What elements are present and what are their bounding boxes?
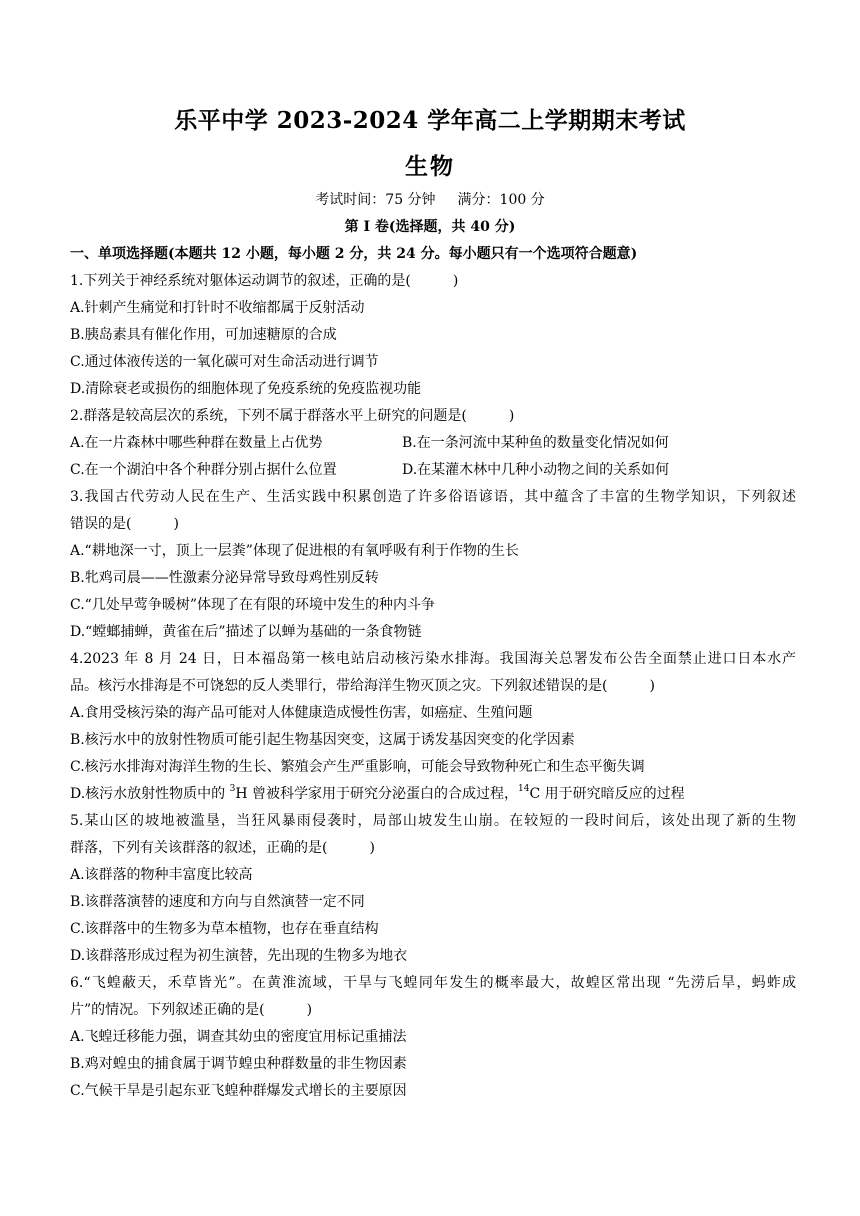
q1-stem: 1.下列关于神经系统对躯体运动调节的叙述，正确的是( ) — [70, 273, 459, 289]
q4-option-c: C.核污水排海对海洋生物的生长、繁殖会产生严重影响，可能会导致物种死亡和生态平衡失调 — [70, 759, 645, 775]
q3-stem-line-2: 错误的是( ) — [70, 516, 179, 532]
q2-option-c: C.在一个湖泊中各个种群分别占据什么位置 — [70, 462, 337, 478]
q5-option-d: D.该群落形成过程为初生演替，先出现的生物多为地衣 — [70, 948, 408, 964]
q1-option-d: D.清除衰老或损伤的细胞体现了免疫系统的免疫监视功能 — [70, 381, 422, 397]
exam-time: 考试时间：75 分钟 — [315, 192, 436, 208]
q1-option-b: B.胰岛素具有催化作用，可加速糖原的合成 — [70, 327, 337, 343]
q4-option-a: A.食用受核污染的海产品可能对人体健康造成慢性伤害，如癌症、生殖问题 — [70, 705, 533, 721]
q3-option-c: C.“几处早莺争暖树”体现了在有限的环境中发生的种内斗争 — [70, 597, 435, 613]
q4-option-d — [70, 781, 796, 808]
q2-option-b: B.在一条河流中某种鱼的数量变化情况如何 — [402, 435, 669, 451]
subject-title: 生物 — [405, 153, 455, 180]
q4-option-d-part-3: C 用于研究暗反应的过程 — [529, 786, 685, 802]
q1-option-c: C.通过体液传送的一氧化碳可对生命活动进行调节 — [70, 354, 379, 370]
q2-option-a: A.在一片森林中哪些种群在数量上占优势 — [70, 435, 323, 451]
question-list — [70, 241, 796, 1105]
part-heading: 一、单项选择题(本题共 12 小题，每小题 2 分，共 24 分。每小题只有一个选项符合题意) — [70, 246, 638, 262]
q5-option-a: A.该群落的物种丰富度比较高 — [70, 867, 253, 883]
full-score: 满分：100 分 — [457, 192, 545, 208]
q4-option-d-part-2: H 曾被科学家用于研究分泌蛋白的合成过程， — [235, 786, 519, 802]
q3-option-d: D.“螳螂捕蝉，黄雀在后”描述了以蝉为基础的一条食物链 — [70, 624, 422, 640]
q5-stem-line-1: 5.某山区的坡地被滥垦，当狂风暴雨侵袭时，局部山坡发生山崩。在较短的一段时间后，该处出现了新的生物 — [70, 813, 796, 829]
q5-option-b: B.该群落演替的速度和方向与自然演替一定不同 — [70, 894, 365, 910]
q5-stem-line-2: 群落，下列有关该群落的叙述，正确的是( ) — [70, 840, 375, 856]
q1-option-a: A.针刺产生痛觉和打针时不收缩都属于反射活动 — [70, 300, 365, 316]
q6-option-c: C.气候干旱是引起东亚飞蝗种群爆发式增长的主要原因 — [70, 1083, 407, 1099]
q4-option-d-part-1: D.核污水放射性物质中的 — [70, 786, 230, 802]
q4-option-d-isotope-h: 3 — [229, 784, 236, 794]
q6-option-b: B.鸡对蝗虫的捕食属于调节蝗虫种群数量的非生物因素 — [70, 1056, 407, 1072]
exam-title: 乐平中学 2023-2024 学年高二上学期期末考试 — [174, 107, 686, 134]
q3-option-a: A.“耕地深一寸，顶上一层粪”体现了促进根的有氧呼吸有利于作物的生长 — [70, 543, 519, 559]
q6-option-a: A.飞蝗迁移能力强，调查其幼虫的密度宜用标记重捕法 — [70, 1029, 407, 1045]
q4-option-b: B.核污水中的放射性物质可能引起生物基因突变，这属于诱发基因突变的化学因素 — [70, 732, 575, 748]
section-heading: 第 I 卷(选择题，共 40 分) — [344, 219, 516, 235]
q2-stem: 2.群落是较高层次的系统，下列不属于群落水平上研究的问题是( ) — [70, 408, 515, 424]
q4-stem-line-2: 品。核污水排海是不可饶恕的反人类罪行，带给海洋生物灭顶之灾。下列叙述错误的是( ) — [70, 678, 655, 694]
q3-stem-line-1: 3.我国古代劳动人民在生产、生活实践中积累创造了许多俗语谚语，其中蕴含了丰富的生物学知识，下列叙述 — [70, 489, 796, 505]
q5-option-c: C.该群落中的生物多为草本植物，也存在垂直结构 — [70, 921, 379, 937]
q2-options-row-1 — [70, 430, 796, 457]
q2-options-row-2 — [70, 457, 796, 484]
q4-option-d-isotope-c: 14 — [518, 784, 530, 794]
exam-meta — [0, 189, 860, 209]
q6-stem-line-1: 6.“飞蝗蔽天，禾草皆光”。在黄淮流域，干旱与飞蝗同年发生的概率最大，故蝗区常出现 “先涝后旱，蚂蚱成 — [70, 975, 796, 991]
q4-stem-line-1: 4.2023 年 8 月 24 日，日本福岛第一核电站启动核污染水排海。我国海关总署发布公告全面禁止进口日本水产 — [70, 651, 796, 667]
q3-option-b: B.牝鸡司晨——性激素分泌异常导致母鸡性别反转 — [70, 570, 379, 586]
q6-stem-line-2: 片”的情况。下列叙述正确的是( ) — [70, 1002, 313, 1018]
q2-option-d: D.在某灌木林中几种小动物之间的关系如何 — [402, 462, 670, 478]
